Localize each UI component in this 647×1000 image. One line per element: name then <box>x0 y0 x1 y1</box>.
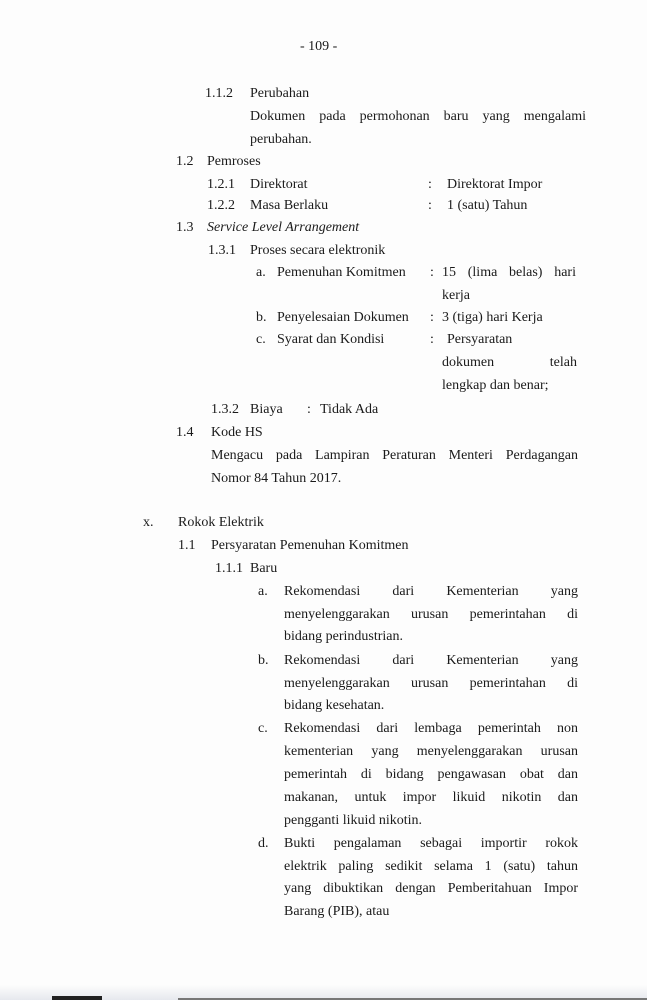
section-number: 1.2 <box>176 154 194 169</box>
item-letter: b. <box>258 653 269 668</box>
field-label: Penyelesaian Dokumen <box>277 310 409 325</box>
section-number: 1.1.1 <box>215 561 243 576</box>
field-value: kerja <box>442 288 470 303</box>
field-value: Persyaratan <box>447 332 513 347</box>
section-number: 1.2.2 <box>207 198 235 213</box>
section-title: Proses secara elektronik <box>250 243 386 258</box>
section-number: 1.2.1 <box>207 177 235 192</box>
colon: : <box>428 177 432 192</box>
section-number: 1.3.2 <box>211 402 239 417</box>
section-title: Baru <box>250 561 278 576</box>
page-number: - 109 - <box>300 39 338 54</box>
field-value: 15 (lima belas) hari <box>442 265 576 280</box>
colon: : <box>430 310 434 325</box>
paragraph-line: Dokumen pada permohonan baru yang mengalami <box>250 109 586 124</box>
item-letter: b. <box>256 310 267 325</box>
field-label: Syarat dan Kondisi <box>277 332 385 347</box>
field-value: 3 (tiga) hari Kerja <box>442 310 543 325</box>
section-number: 1.3.1 <box>208 243 236 258</box>
section-title: Persyaratan Pemenuhan Komitmen <box>211 538 409 553</box>
item-letter: c. <box>256 332 266 347</box>
section-title: Kode HS <box>211 425 263 440</box>
item-letter: a. <box>258 584 268 599</box>
field-label: Pemenuhan Komitmen <box>277 265 406 280</box>
section-number: 1.1 <box>178 538 196 553</box>
section-number: 1.3 <box>176 220 194 235</box>
item-line: kementerian yang menyelenggarakan urusan <box>284 744 578 759</box>
item-line: makanan, untuk impor likuid nikotin dan <box>284 790 578 805</box>
section-number: 1.4 <box>176 425 194 440</box>
section-number: 1.1.2 <box>205 86 233 101</box>
paragraph-line: Mengacu pada Lampiran Peraturan Menteri Perdagangan <box>211 448 578 463</box>
field-value: dokumen telah <box>442 355 577 370</box>
field-value: Tidak Ada <box>320 402 379 417</box>
field-label: Masa Berlaku <box>250 198 329 213</box>
item-line: menyelenggarakan urusan pemerintahan di <box>284 607 578 622</box>
field-value: lengkap dan benar; <box>442 378 549 393</box>
field-value: 1 (satu) Tahun <box>447 198 528 213</box>
colon: : <box>430 265 434 280</box>
item-line: Barang (PIB), atau <box>284 904 390 919</box>
paragraph-line: Nomor 84 Tahun 2017. <box>211 471 342 486</box>
colon: : <box>307 402 311 417</box>
field-value: Direktorat Impor <box>447 177 543 192</box>
item-line: bidang kesehatan. <box>284 698 385 713</box>
item-line: elektrik paling sedikit selama 1 (satu) tahun <box>284 859 578 874</box>
item-line: Rekomendasi dari Kementerian yang <box>284 584 578 599</box>
item-letter: c. <box>258 721 268 736</box>
item-line: pemerintah di bidang pengawasan obat dan <box>284 767 578 782</box>
section-title: Rokok Elektrik <box>178 515 264 530</box>
scan-edge-mark <box>52 996 102 1000</box>
item-letter: d. <box>258 836 269 851</box>
item-line: Rekomendasi dari lembaga pemerintah non <box>284 721 578 736</box>
item-line: yang dibuktikan dengan Pemberitahuan Impor <box>284 881 578 896</box>
item-letter: a. <box>256 265 266 280</box>
item-line: Bukti pengalaman sebagai importir rokok <box>284 836 578 851</box>
item-line: Rekomendasi dari Kementerian yang <box>284 653 578 668</box>
field-label: Direktorat <box>250 177 308 192</box>
paragraph-line: perubahan. <box>250 132 312 147</box>
colon: : <box>428 198 432 213</box>
section-title: Pemroses <box>207 154 261 169</box>
item-line: menyelenggarakan urusan pemerintahan di <box>284 676 578 691</box>
colon: : <box>430 332 434 347</box>
section-title: Service Level Arrangement <box>207 220 360 235</box>
field-label: Biaya <box>250 402 283 417</box>
item-line: bidang perindustrian. <box>284 629 403 644</box>
item-letter: x. <box>143 515 154 530</box>
section-title: Perubahan <box>250 86 310 101</box>
item-line: pengganti likuid nikotin. <box>284 813 423 828</box>
